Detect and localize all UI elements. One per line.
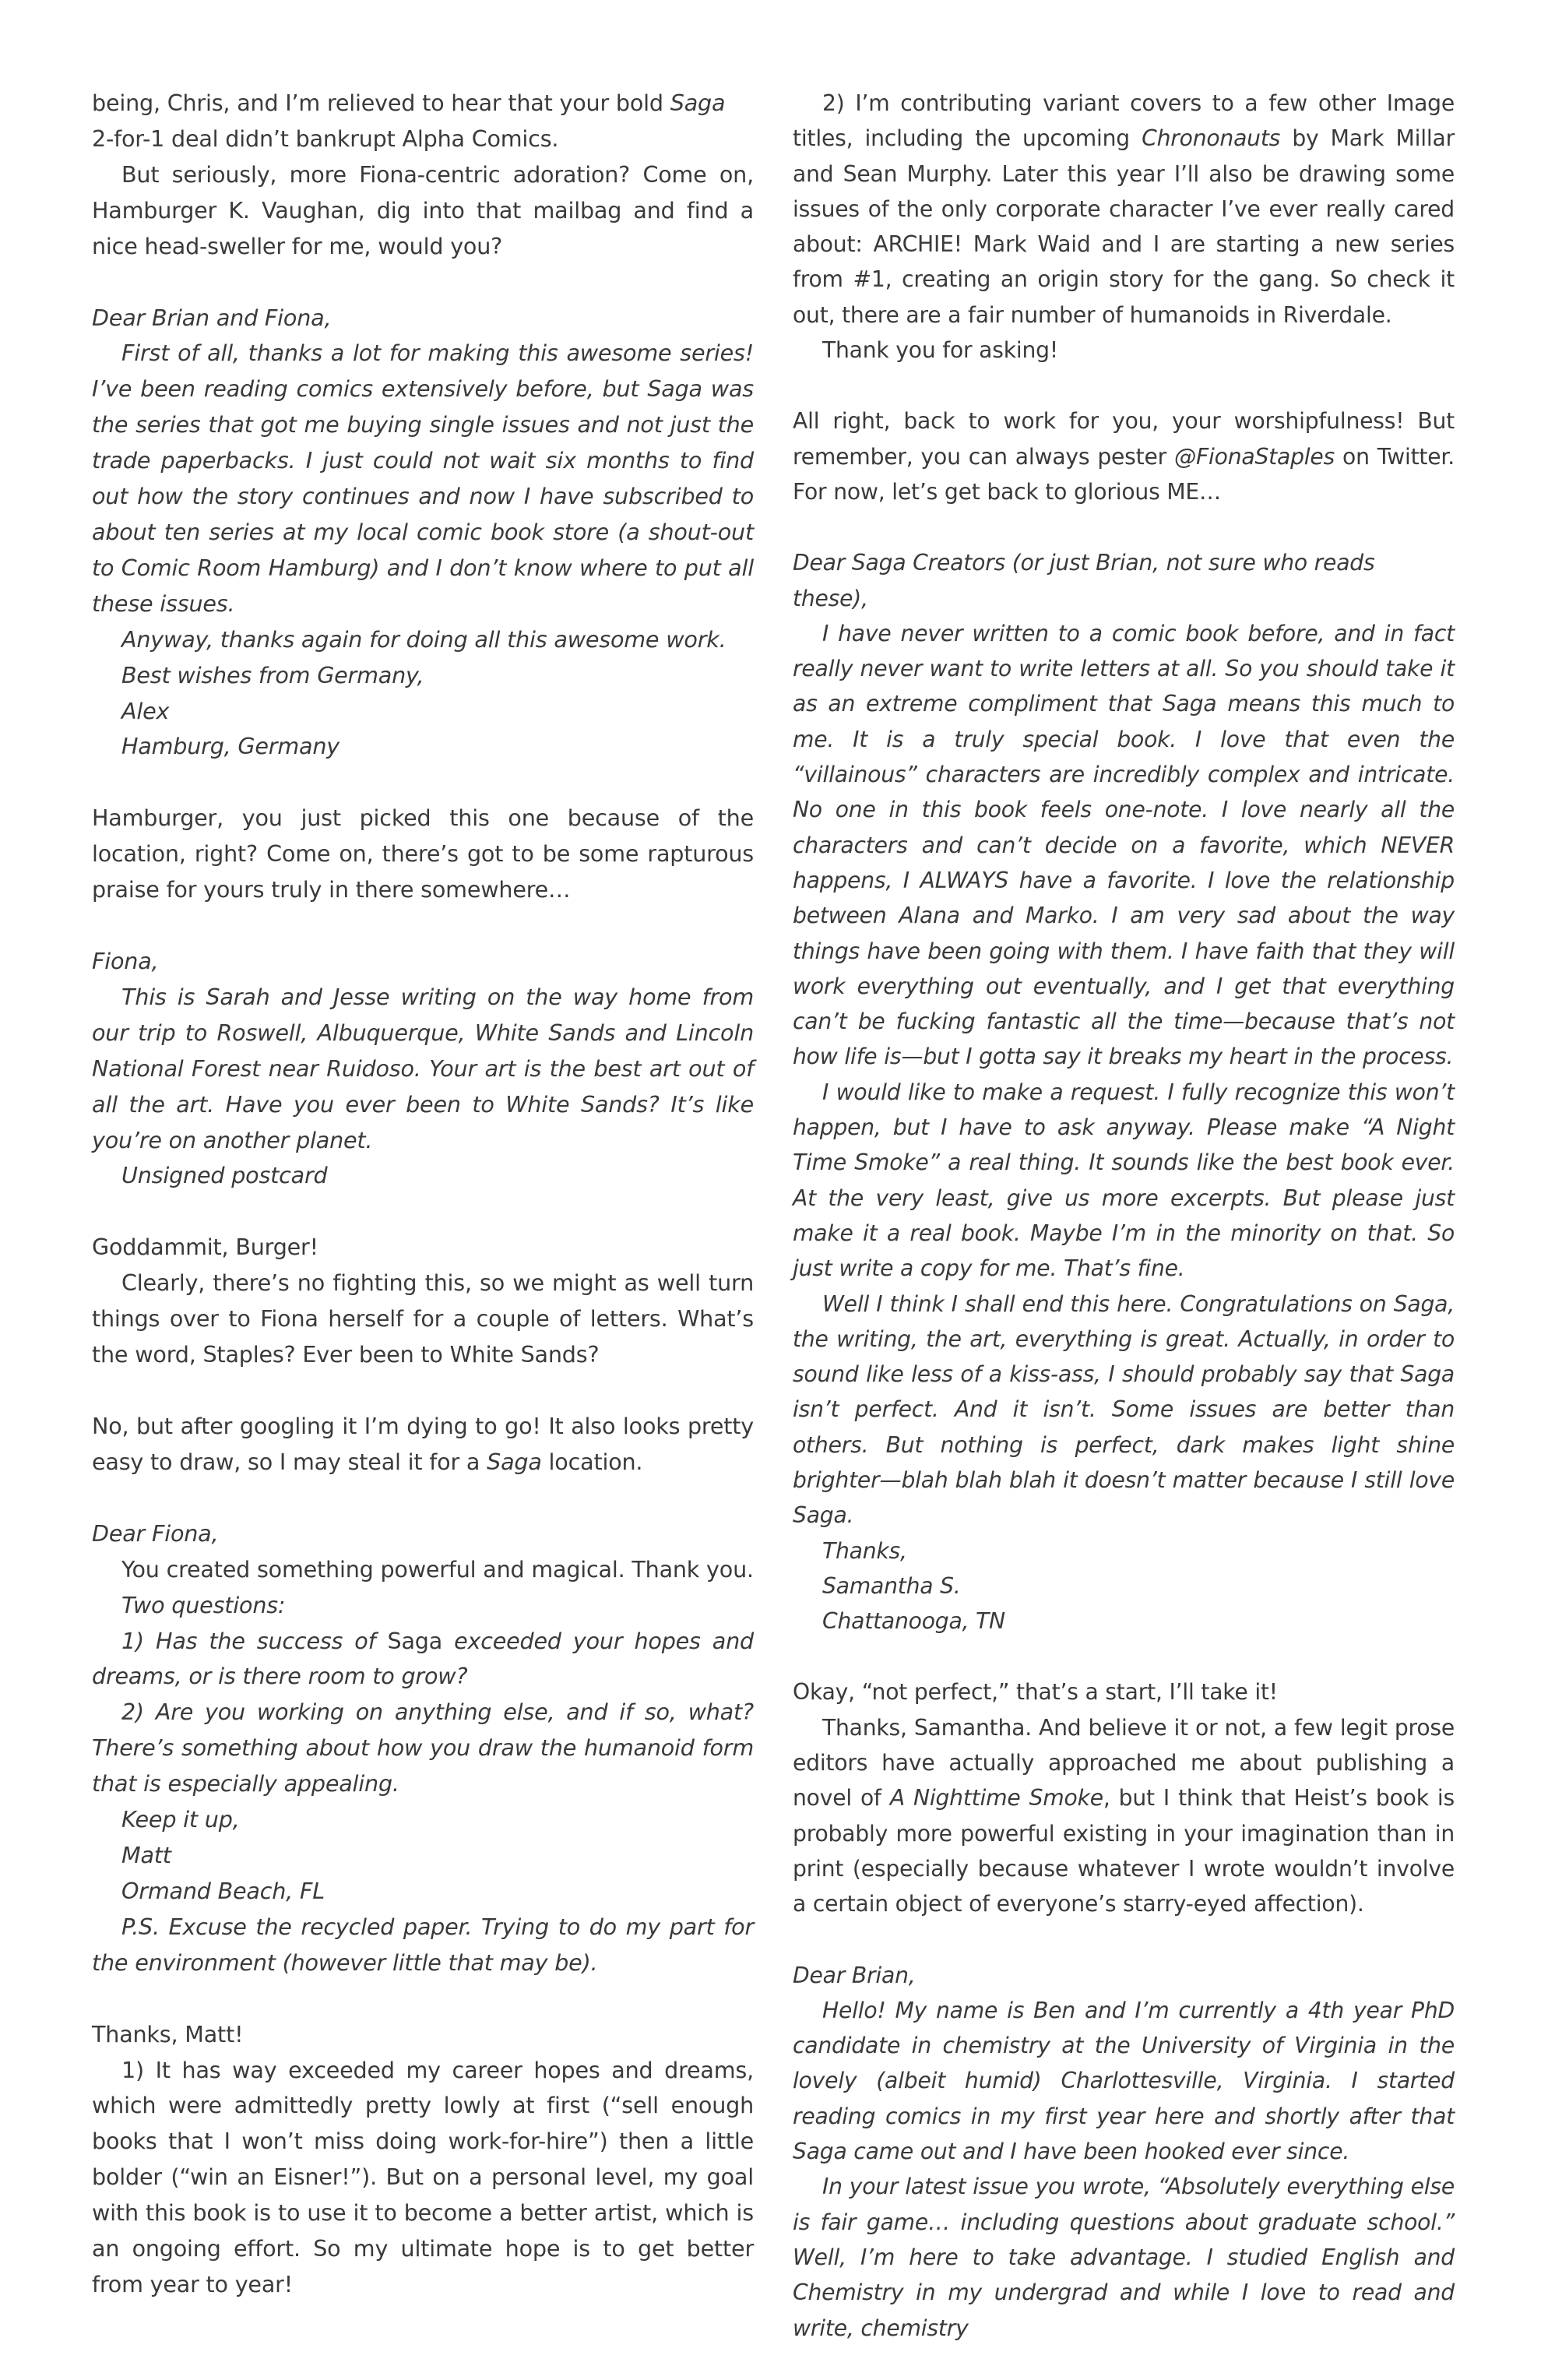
- reply-paragraph: 2) I’m contributing variant covers to a few other Image titles, including the upcoming Chrononauts by Mark Millar and Sean Murphy. Later this year I’ll also be drawing some issues of the only corporate character I’ve ever really cared about: ARCHIE! Mark Waid and I are starting a new series from #1, creating an origin story for the gang. So check it out, there are a fair number of humanoids in Riverdale.: [793, 90, 1455, 328]
- reply-paragraph: Okay, “not perfect,” that’s a start, I’ll take it!: [793, 1679, 1278, 1706]
- letter-paragraph: First of all, thanks a lot for making this awesome series! I’ve been reading comics extensively before, but Saga was the series that got me buying single issues and not just the trade paperbacks. I just could not wait six months to find out how the story continues and now I have subscribed to about ten series at my local comic book store (a shout-out to Comic Room Hamburg) and I don’t know where to put all these issues.: [92, 340, 754, 617]
- letter-salutation: Dear Fiona,: [92, 1519, 219, 1547]
- letter-signoff: Keep it up,: [121, 1806, 240, 1833]
- letter-paragraph: I would like to make a request. I fully recognize this won’t happen, but I have to ask anyway. Please make “A Night Time Smoke” a real thing. It sounds like the best book ever. At the very least, give us more excerpts. But please just make it a real book. Maybe I’m in the minority on that. So just write a copy for me. That’s fine.: [793, 1079, 1455, 1282]
- letter-paragraph: You created something powerful and magical. Thank you.: [121, 1555, 754, 1583]
- book-title: Saga: [387, 1627, 443, 1654]
- letter-paragraph: Anyway, thanks again for doing all this awesome work.: [121, 625, 727, 653]
- letter-alex: [92, 301, 754, 766]
- letter-sarah-jesse: [92, 944, 754, 1194]
- reply-paragraph: Thanks, Matt!: [92, 2020, 244, 2047]
- letter-paragraph: 1) Has the success of Saga exceeded your hopes and dreams, or is there room to grow?: [92, 1627, 754, 1690]
- reply-paragraph: All right, back to work for you, your worshipfulness! But remember, you can always pester @FionaStaples on Twitter. For now, let’s get back to glorious ME…: [793, 408, 1455, 505]
- right-column: [793, 86, 1455, 2346]
- reply-paragraph: Thank you for asking!: [822, 337, 1058, 364]
- letter-signature: Matt: [121, 1841, 171, 1868]
- letter-signature: Samantha S.: [822, 1572, 961, 1599]
- reply-paragraph: Hamburger, you just picked this one because of the location, right? Come on, there’s got to be some rapturous praise for yours truly in there somewhere…: [92, 804, 754, 903]
- left-column: [92, 86, 754, 2303]
- letter-samantha: [793, 545, 1455, 1639]
- reply-paragraph: Clearly, there’s no fighting this, so we might as well turn things over to Fiona herself for a couple of letters. What’s the word, Staples? Ever been to White Sands?: [92, 1269, 754, 1368]
- reply-paragraph: being, Chris, and I’m relieved to hear that your bold Saga 2-for-1 deal didn’t bankrupt Alpha Comics.: [92, 90, 726, 152]
- reply-paragraph: No, but after googling it I’m dying to go! It also looks pretty easy to draw, so I may steal it for a Saga location.: [92, 1413, 754, 1475]
- letter-ben: [793, 1958, 1455, 2346]
- letter-salutation: Dear Saga Creators (or just Brian, not sure who reads these),: [793, 550, 1375, 611]
- letter-location: Chattanooga, TN: [822, 1608, 1005, 1635]
- letter-salutation: Dear Brian and Fiona,: [92, 304, 332, 331]
- book-title: Saga: [487, 1448, 542, 1475]
- reply-paragraph: But seriously, more Fiona-centric adoration? Come on, Hamburger K. Vaughan, dig into that mailbag and find a nice head-sweller for me, would you?: [92, 160, 754, 259]
- letter-location: Hamburg, Germany: [121, 733, 340, 760]
- reply-paragraph: Goddammit, Burger!: [92, 1234, 318, 1261]
- reply-paragraph: 1) It has way exceeded my career hopes and dreams, which were admittedly pretty lowly at first (“sell enough books that I won’t miss doing work-for-hire”) then a little bolder (“win an Eisner!”). But on a personal level, my goal with this book is to use it to become a better artist, which is an ongoing effort. So my ultimate hope is to get better from year to year!: [92, 2056, 754, 2297]
- letter-signoff: Best wishes from Germany,: [121, 661, 424, 688]
- book-title: Chrononauts: [1142, 125, 1281, 152]
- book-title: Saga: [670, 90, 726, 116]
- letter-paragraph: In your latest issue you wrote, “Absolutely everything else is fair game… including questions about graduate school.” Well, I’m here to take advantage. I studied English and Chemistry in my undergrad and while I love to read and write, chemistry: [793, 2174, 1455, 2341]
- letter-paragraph: 2) Are you working on anything else, and if so, what? There’s something about how you draw the humanoid form that is especially appealing.: [92, 1699, 754, 1797]
- letter-paragraph: I have never written to a comic book before, and in fact really never want to write letters at all. So you should take it as an extreme compliment that Saga means this much to me. It is a truly special book. I love that even the “villainous” characters are incredibly complex and intricate. No one in this book feels one-note. I love nearly all the characters and can’t decide on a favorite, which NEVER happens, I ALWAYS have a favorite. I love the relationship between Alana and Marko. I am very sad about the way things have been going with them. I have faith that they will work everything out eventually, and I get that everything can’t be fucking fantastic all the time—because that’s not how life is—but I gotta say it breaks my heart in the process.: [793, 620, 1455, 1070]
- letter-postscript: P.S. Excuse the recycled paper. Trying to do my part for the environment (however little that may be).: [92, 1913, 754, 1976]
- letter-paragraph: Two questions:: [121, 1591, 286, 1618]
- letter-salutation: Dear Brian,: [793, 1962, 916, 1988]
- letter-matt: [92, 1516, 754, 1981]
- book-title: A Nighttime Smoke: [889, 1785, 1103, 1811]
- letter-paragraph: Hello! My name is Ben and I’m currently a 4th year PhD candidate in chemistry at the University of Virginia in the lovely (albeit humid) Charlottesville, Virginia. I started reading comics in my first year here and shortly after that Saga came out and I have been hooked ever since.: [793, 1997, 1455, 2165]
- letter-signoff: Thanks,: [822, 1537, 907, 1564]
- letter-paragraph: This is Sarah and Jesse writing on the way home from our trip to Roswell, Albuquerque, White Sands and Lincoln National Forest near Ruidoso. Your art is the best art out of all the art. Have you ever been to White Sands? It’s like you’re on another planet.: [92, 983, 754, 1153]
- letter-salutation: Fiona,: [92, 948, 159, 975]
- letter-signature: Alex: [121, 697, 170, 724]
- letter-location: Ormand Beach, FL: [121, 1877, 325, 1904]
- twitter-handle: @FionaStaples: [1174, 443, 1335, 470]
- letter-signature: Unsigned postcard: [121, 1162, 328, 1189]
- letter-paragraph: Well I think I shall end this here. Congratulations on Saga, the writing, the art, everything is great. Actually, in order to sound like less of a kiss-ass, I should probably say that Saga isn’t perfect. And it isn’t. Some issues are better than others. But nothing is perfect, dark makes light shine brighter—blah blah blah it doesn’t matter because I still love Saga.: [793, 1290, 1455, 1529]
- reply-paragraph: Thanks, Samantha. And believe it or not, a few legit prose editors have actually approached me about publishing a novel of A Nighttime Smoke, but I think that Heist’s book is probably more powerful existing in your imagination than in print (especially because whatever I wrote wouldn’t involve a certain object of everyone’s starry-eyed affection).: [793, 1714, 1455, 1917]
